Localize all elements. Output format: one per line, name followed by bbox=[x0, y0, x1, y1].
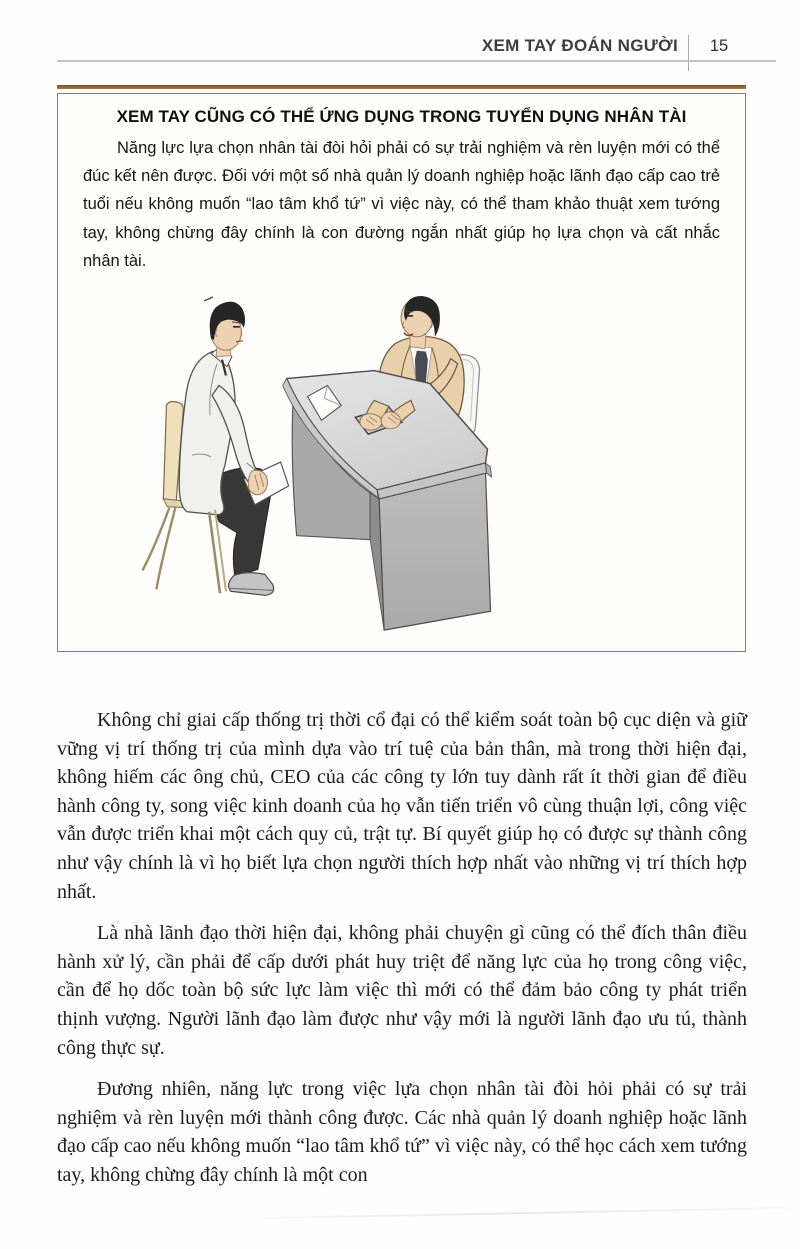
body-paragraph: Không chỉ giai cấp thống trị thời cổ đại có thể kiểm soát toàn bộ cục diện và giữ vững vị trí thống trị của mình dựa vào trí tuệ của bản thân, mà trong thời hiện đại, không hiếm các ông chủ, CEO của các công ty lớn tuy dành rất ít thời gian để điều hành công ty, song việc kinh doanh của họ vẫn tiến triển vô cùng thuận lợi, công việc vẫn được triển khai một cách quy củ, trật tự. Bí quyết giúp họ có được sự thành công như vậy chính là vì họ biết lựa chọn người thích hợp nhất vào những vị trí thích hợp nhất. bbox=[57, 709, 747, 903]
callout-title: XEM TAY CŨNG CÓ THỂ ỨNG DỤNG TRONG TUYỂN DỤNG NHÂN TÀI bbox=[116, 107, 687, 126]
interviewee-figure bbox=[179, 302, 288, 596]
body-text bbox=[57, 706, 747, 1203]
page-number: 15 bbox=[709, 37, 729, 55]
scan-artifact-line bbox=[268, 1207, 788, 1218]
callout-top-rule bbox=[57, 85, 746, 89]
header-divider bbox=[688, 35, 690, 71]
callout-body-text: Năng lực lựa chọn nhân tài đòi hỏi phải có sự trải nghiệm và rèn luyện mới có thể đúc kết nên được. Đối với một số nhà quản lý doanh nghiệp hoặc lãnh đạo cấp cao trẻ tuổi nếu không muốn “lao tâm khổ tứ” vì việc này, có thể tham khảo thuật xem tướng tay, không chừng đây chính là con đường ngắn nhất giúp họ lựa chọn và cất nhắc nhân tài. bbox=[83, 139, 720, 270]
body-paragraph: Là nhà lãnh đạo thời hiện đại, không phải chuyện gì cũng có thể đích thân điều hành xử lý, cần phải để cấp dưới phát huy triệt để năng lực của họ trong công việc, cần để họ dốc toàn bộ sức lực làm việc thì mới có thể đảm bảo công ty phát triển thịnh vượng. Người lãnh đạo làm được như vậy mới là người lãnh đạo ưu tú, thành công thực sự. bbox=[57, 922, 747, 1059]
body-paragraph: Đương nhiên, năng lực trong việc lựa chọn nhân tài đòi hỏi phải có sự trải nghiệm và rèn luyện mới thành công được. Các nhà quản lý doanh nghiệp hoặc lãnh đạo cấp cao nếu không muốn “lao tâm khổ tứ” vì việc này, có thể học cách xem tướng tay, không chừng đây chính là một con bbox=[57, 1078, 747, 1186]
header-rule bbox=[57, 60, 776, 62]
interview-illustration bbox=[59, 294, 743, 650]
running-title: XEM TAY ĐOÁN NGƯỜI bbox=[481, 36, 678, 55]
callout-box bbox=[57, 93, 746, 652]
stray-mark bbox=[204, 297, 213, 301]
